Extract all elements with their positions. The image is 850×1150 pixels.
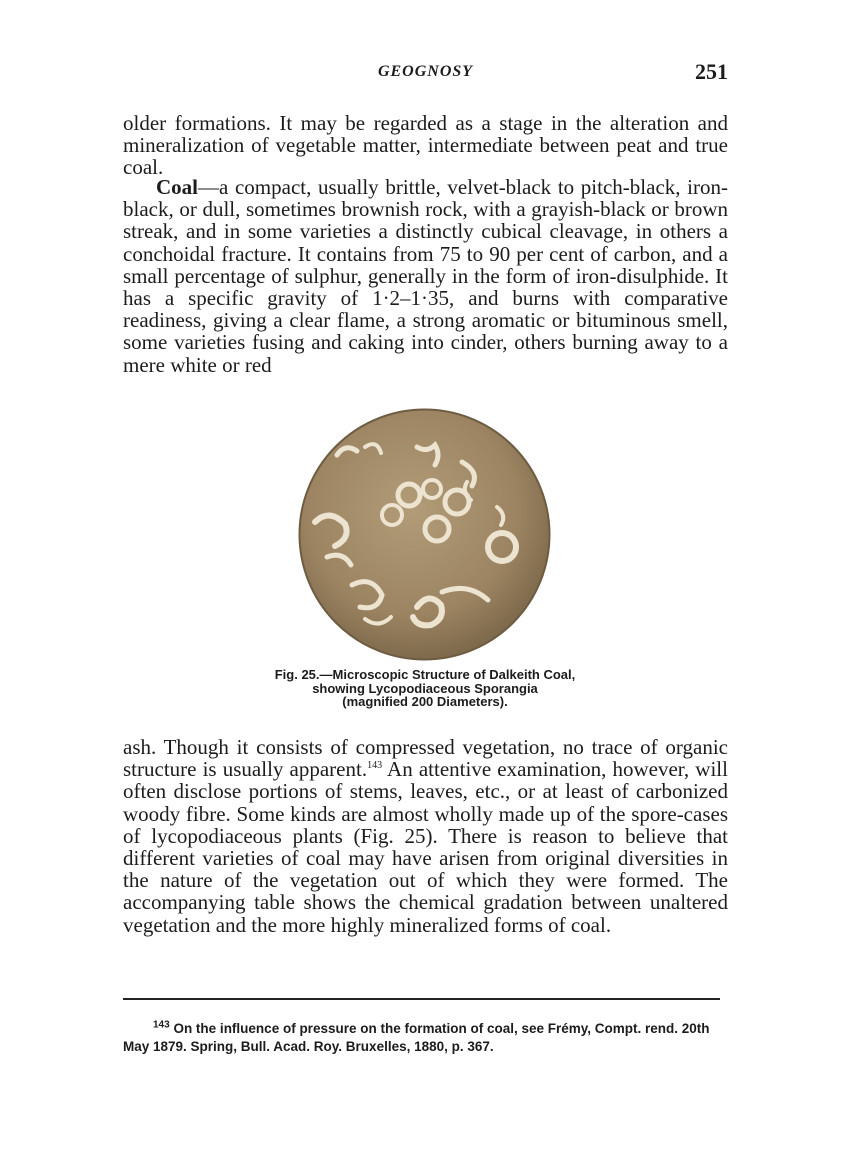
paragraph-coal	[123, 176, 728, 376]
caption-line-1: Fig. 25.—Microscopic Structure of Dalkeith Coal,	[274, 667, 576, 682]
caption-line-2: showing Lycopodiaceous Sporangia	[312, 680, 538, 696]
figure-coal-micrograph	[297, 407, 552, 662]
footnote	[123, 1020, 723, 1056]
footnote-divider	[123, 998, 720, 1000]
paragraph-3-text-b: An attentive examination, however, will often disclose portions of stems, leaves, etc., or at least of carbonized woody fibre. Some kinds are almost wholly made up of the spore-cases of lycopodiaceous plants (Fig. 25). There is reason to believe that different varieties of coal may have arisen from original diversities in the nature of the vegetation out of which they were formed. The accompanying table shows the chemical gradation between unaltered vegetation and the more highly mineralized forms of coal.	[123, 757, 728, 937]
paragraph-1: older formations. It may be regarded as a stage in the alteration and mineralization of vegetable matter, intermediate between peat and true coal.	[123, 111, 728, 180]
paragraph-3	[123, 736, 728, 936]
caption-line-3: (magnified 200 Diameters).	[342, 694, 508, 709]
paragraph-coal-text: —a compact, usually brittle, velvet-black to pitch-black, iron-black, or dull, sometimes brownish rock, with a grayish-black or brown streak, and in some varieties a distinctly cubical cleavage, in others a conchoidal fracture. It contains from 75 to 90 per cent of carbon, and a small percentage of sulphur, generally in the form of iron-disulphide. It has a specific gravity of 1·2–1·35, and burns with comparative readiness, giving a clear flame, a strong aromatic or bituminous smell, some varieties fusing and caking into cinder, others burning away to a mere white or red	[123, 175, 728, 377]
running-title: GEOGNOSY	[377, 63, 474, 80]
footnote-reference[interactable]: 143	[367, 760, 383, 772]
footnote-text: On the influence of pressure on the formation of coal, see Frémy, Compt. rend. 20th May 1879. Spring, Bull. Acad. Roy. Bruxelles, 1880, p. 367.	[123, 1021, 710, 1054]
page-header	[123, 59, 728, 93]
term-coal: Coal	[156, 175, 198, 199]
figure-caption	[160, 668, 690, 709]
micrograph-image	[297, 407, 552, 662]
paragraph-3-text-a: ash. Though it consists of compressed vegetation, no trace of organic structure is usually apparent.	[123, 735, 728, 782]
footnote-number: 143	[153, 1019, 170, 1031]
page-number: 251	[695, 59, 728, 84]
